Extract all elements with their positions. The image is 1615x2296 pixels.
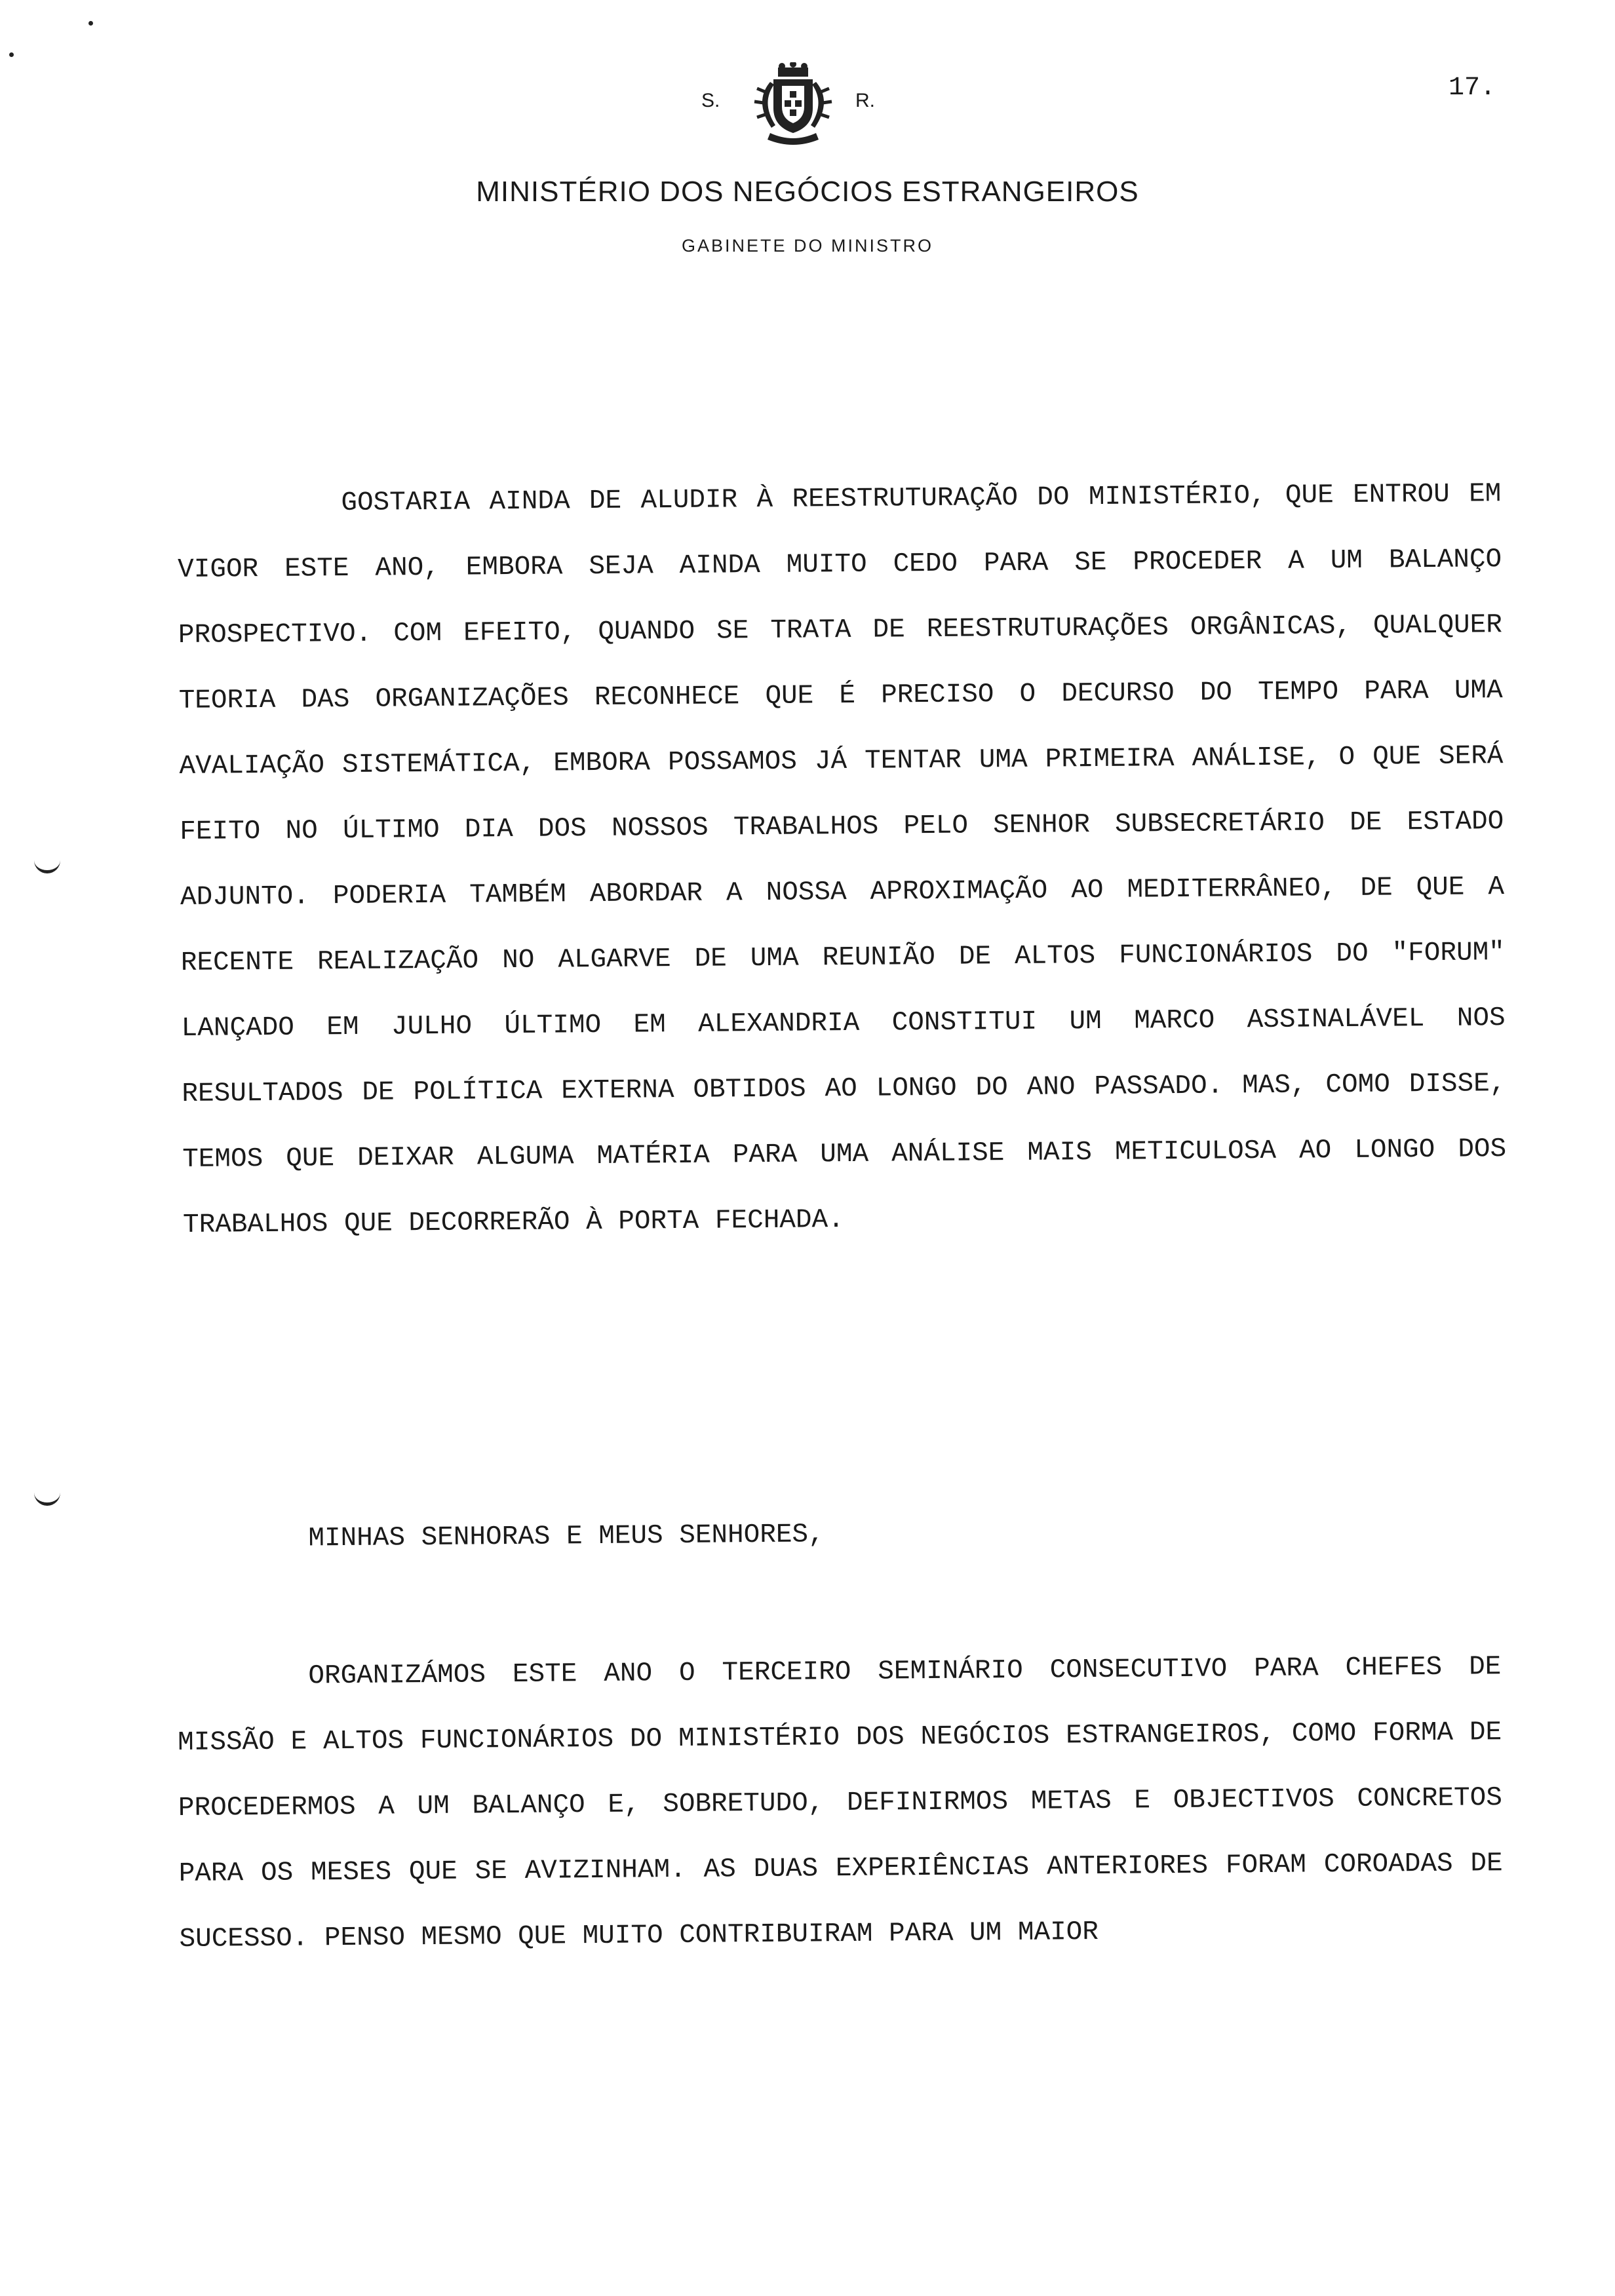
seal-left-letter: S.	[701, 90, 720, 111]
scan-margin-mark	[34, 858, 60, 873]
scan-margin-mark	[34, 1491, 60, 1506]
scan-speck	[9, 52, 14, 57]
letterhead-seal	[695, 62, 891, 147]
ministry-heading: MINISTÉRIO DOS NEGÓCIOS ESTRANGEIROS	[476, 176, 1139, 208]
page-number: 17.	[1449, 73, 1496, 103]
coat-of-arms-icon	[744, 62, 842, 147]
cabinet-subheading: GABINETE DO MINISTRO	[681, 236, 934, 256]
scan-speck	[88, 21, 93, 26]
body-paragraph-1: GOSTARIA AINDA DE ALUDIR À REESTRUTURAÇÃO DO MINISTÉRIO, QUE ENTROU EM VIGOR ESTE ANO, EMBORA SEJA AINDA MUITO CEDO PARA SE PROCEDER A UM BALANÇO PROSPECTIVO. COM EFEITO, QUANDO SE TRATA DE REESTRUTURAÇÕES ORGÂNICAS, QUALQUER TEORIA DAS ORGANIZAÇÕES RECONHECE QUE É PRECISO O DECURSO DO TEMPO PARA UMA AVALIAÇÃO SISTEMÁTICA, EMBORA POSSAMOS JÁ TENTAR UMA PRIMEIRA ANÁLISE, O QUE SERÁ FEITO NO ÚLTIMO DIA DOS NOSSOS TRABALHOS PELO SENHOR SUBSECRETÁRIO DE ESTADO ADJUNTO. PODERIA TAMBÉM ABORDAR A NOSSA APROXIMAÇÃO AO MEDITERRÂNEO, DE QUE A RECENTE REALIZAÇÃO NO ALGARVE DE UMA REUNIÃO DE ALTOS FUNCIONÁRIOS DO "FORUM" LANÇADO EM JULHO ÚLTIMO EM ALEXANDRIA CONSTITUI UM MARCO ASSINALÁVEL NOS RESULTADOS DE POLÍTICA EXTERNA OBTIDOS AO LONGO DO ANO PASSADO. MAS, COMO DISSE, TEMOS QUE DEIXAR ALGUMA MATÉRIA PARA UMA ANÁLISE MAIS METICULOSA AO LONGO DOS TRABALHOS QUE DECORRERÃO À PORTA FECHADA.	[177, 479, 1507, 1240]
seal-right-letter: R.	[855, 90, 875, 111]
salutation: MINHAS SENHORAS E MEUS SENHORES,	[308, 1520, 825, 1554]
body-paragraph-2: ORGANIZÁMOS ESTE ANO O TERCEIRO SEMINÁRIO CONSECUTIVO PARA CHEFES DE MISSÃO E ALTOS FUNCIONÁRIOS DO MINISTÉRIO DOS NEGÓCIOS ESTRANGEIROS, COMO FORMA DE PROCEDERMOS A UM BALANÇO E, SOBRETUDO, DEFINIRMOS METAS E OBJECTIVOS CONCRETOS PARA OS MESES QUE SE AVIZINHAM. AS DUAS EXPERIÊNCIAS ANTERIORES FORAM COROADAS DE SUCESSO. PENSO MESMO QUE MUITO CONTRIBUIRAM PARA UM MAIOR	[177, 1652, 1503, 1955]
